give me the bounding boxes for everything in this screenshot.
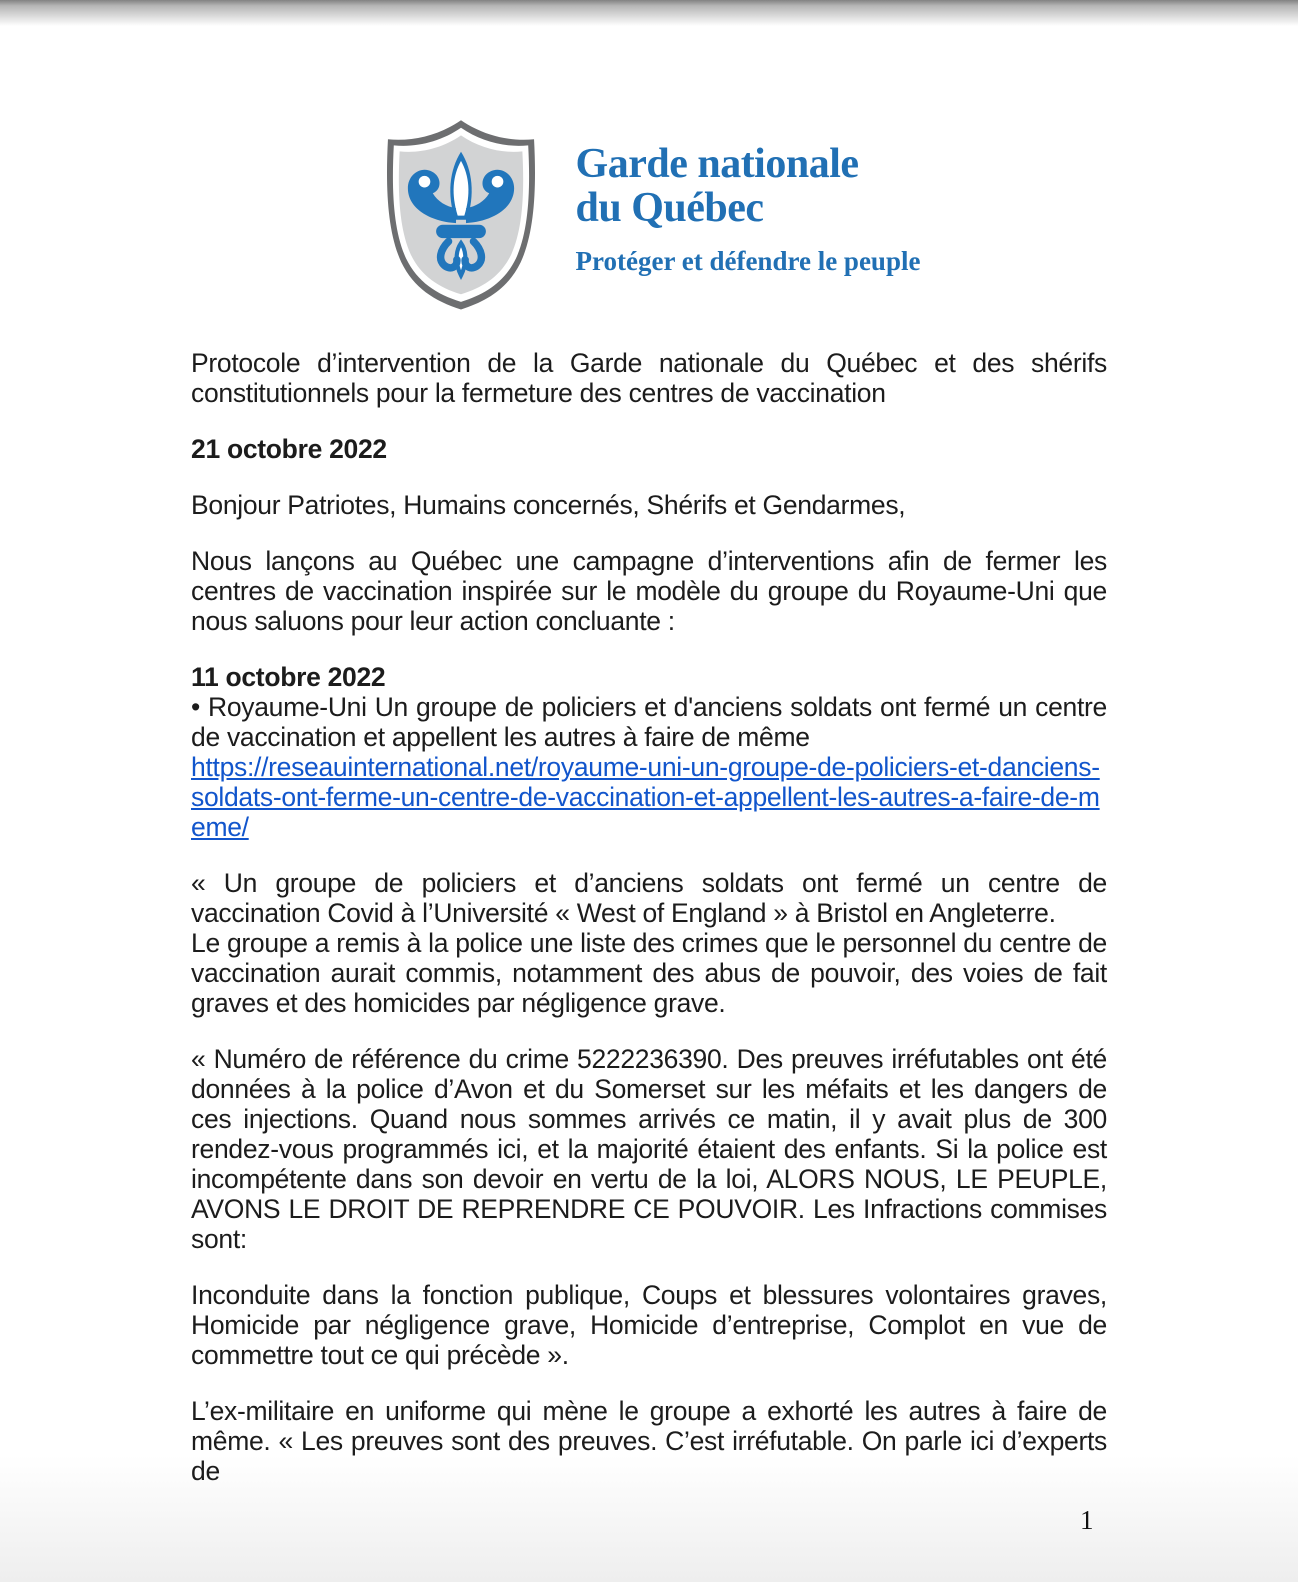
logo-text-block <box>576 110 921 276</box>
article-link[interactable]: https://reseauinternational.net/royaume-uni-un-groupe-de-policiers-et-danciens-soldats-ont-ferme-un-centre-de-vaccination-et-appellent-les-autres-a-faire-de-meme/ <box>191 752 1100 842</box>
paragraph-quote-1b: Le groupe a remis à la police une liste des crimes que le personnel du centre de vaccination aurait commis, notamment des abus de pouvoir, des voies de fait graves et des homicides par négligence grave. <box>191 928 1107 1018</box>
date-heading-21-octobre: 21 octobre 2022 <box>191 434 387 464</box>
paragraph-quote-1a: « Un groupe de policiers et d’anciens soldats ont fermé un centre de vaccination Covid à l’Université « West of England » à Bristol en Angleterre. <box>191 868 1107 928</box>
org-name-line2: du Québec <box>575 185 764 231</box>
org-tagline: Protéger et défendre le peuple <box>575 246 921 276</box>
paragraph-intro: Nous lançons au Québec une campagne d’interventions afin de fermer les centres de vaccination inspirée sur le modèle du groupe du Royaume-Uni que nous saluons pour leur action concluante : <box>191 546 1107 636</box>
logo-header <box>0 0 1298 318</box>
paragraph-quote-3: Inconduite dans la fonction publique, Coups et blessures volontaires graves, Homicide par négligence grave, Homicide d’entreprise, Complot en vue de commettre tout ce qui précède ». <box>191 1280 1107 1370</box>
page-number: 1 <box>1080 1505 1094 1535</box>
paragraph-quote-2: « Numéro de référence du crime 5222236390. Des preuves irréfutables ont été données à la police d’Avon et du Somerset sur les méfaits et les dangers de ces injections. Quand nous sommes arrivés ce matin, il y avait plus de 300 rendez-vous programmés ici, et la majorité étaient des enfants. Si la police est incompétente dans son devoir en vertu de la loi, ALORS NOUS, LE PEUPLE, AVONS LE DROIT DE REPRENDRE CE POUVOIR. Les Infractions commises sont: <box>191 1044 1107 1254</box>
date-heading-11-octobre: 11 octobre 2022 <box>191 662 386 692</box>
paragraph-closing: L’ex-militaire en uniforme qui mène le groupe a exhorté les autres à faire de même. « Les preuves sont des preuves. C’est irréfutable. On parle ici d’experts de <box>191 1396 1107 1486</box>
org-name-line1: Garde nationale <box>575 141 859 187</box>
document-body <box>191 348 1107 1486</box>
paragraph-uk-bullet: • Royaume-Uni Un groupe de policiers et d'anciens soldats ont fermé un centre de vaccination et appellent les autres à faire de même <box>191 692 1107 752</box>
paragraph-document-title: Protocole d’intervention de la Garde nationale du Québec et des shérifs constitutionnels pour la fermeture des centres de vaccination <box>191 348 1107 408</box>
paragraph-article-link <box>191 752 1107 842</box>
org-name <box>576 142 921 230</box>
paragraph-salutation: Bonjour Patriotes, Humains concernés, Shérifs et Gendarmes, <box>191 490 906 520</box>
fleur-de-lis-shield-icon <box>378 110 544 318</box>
